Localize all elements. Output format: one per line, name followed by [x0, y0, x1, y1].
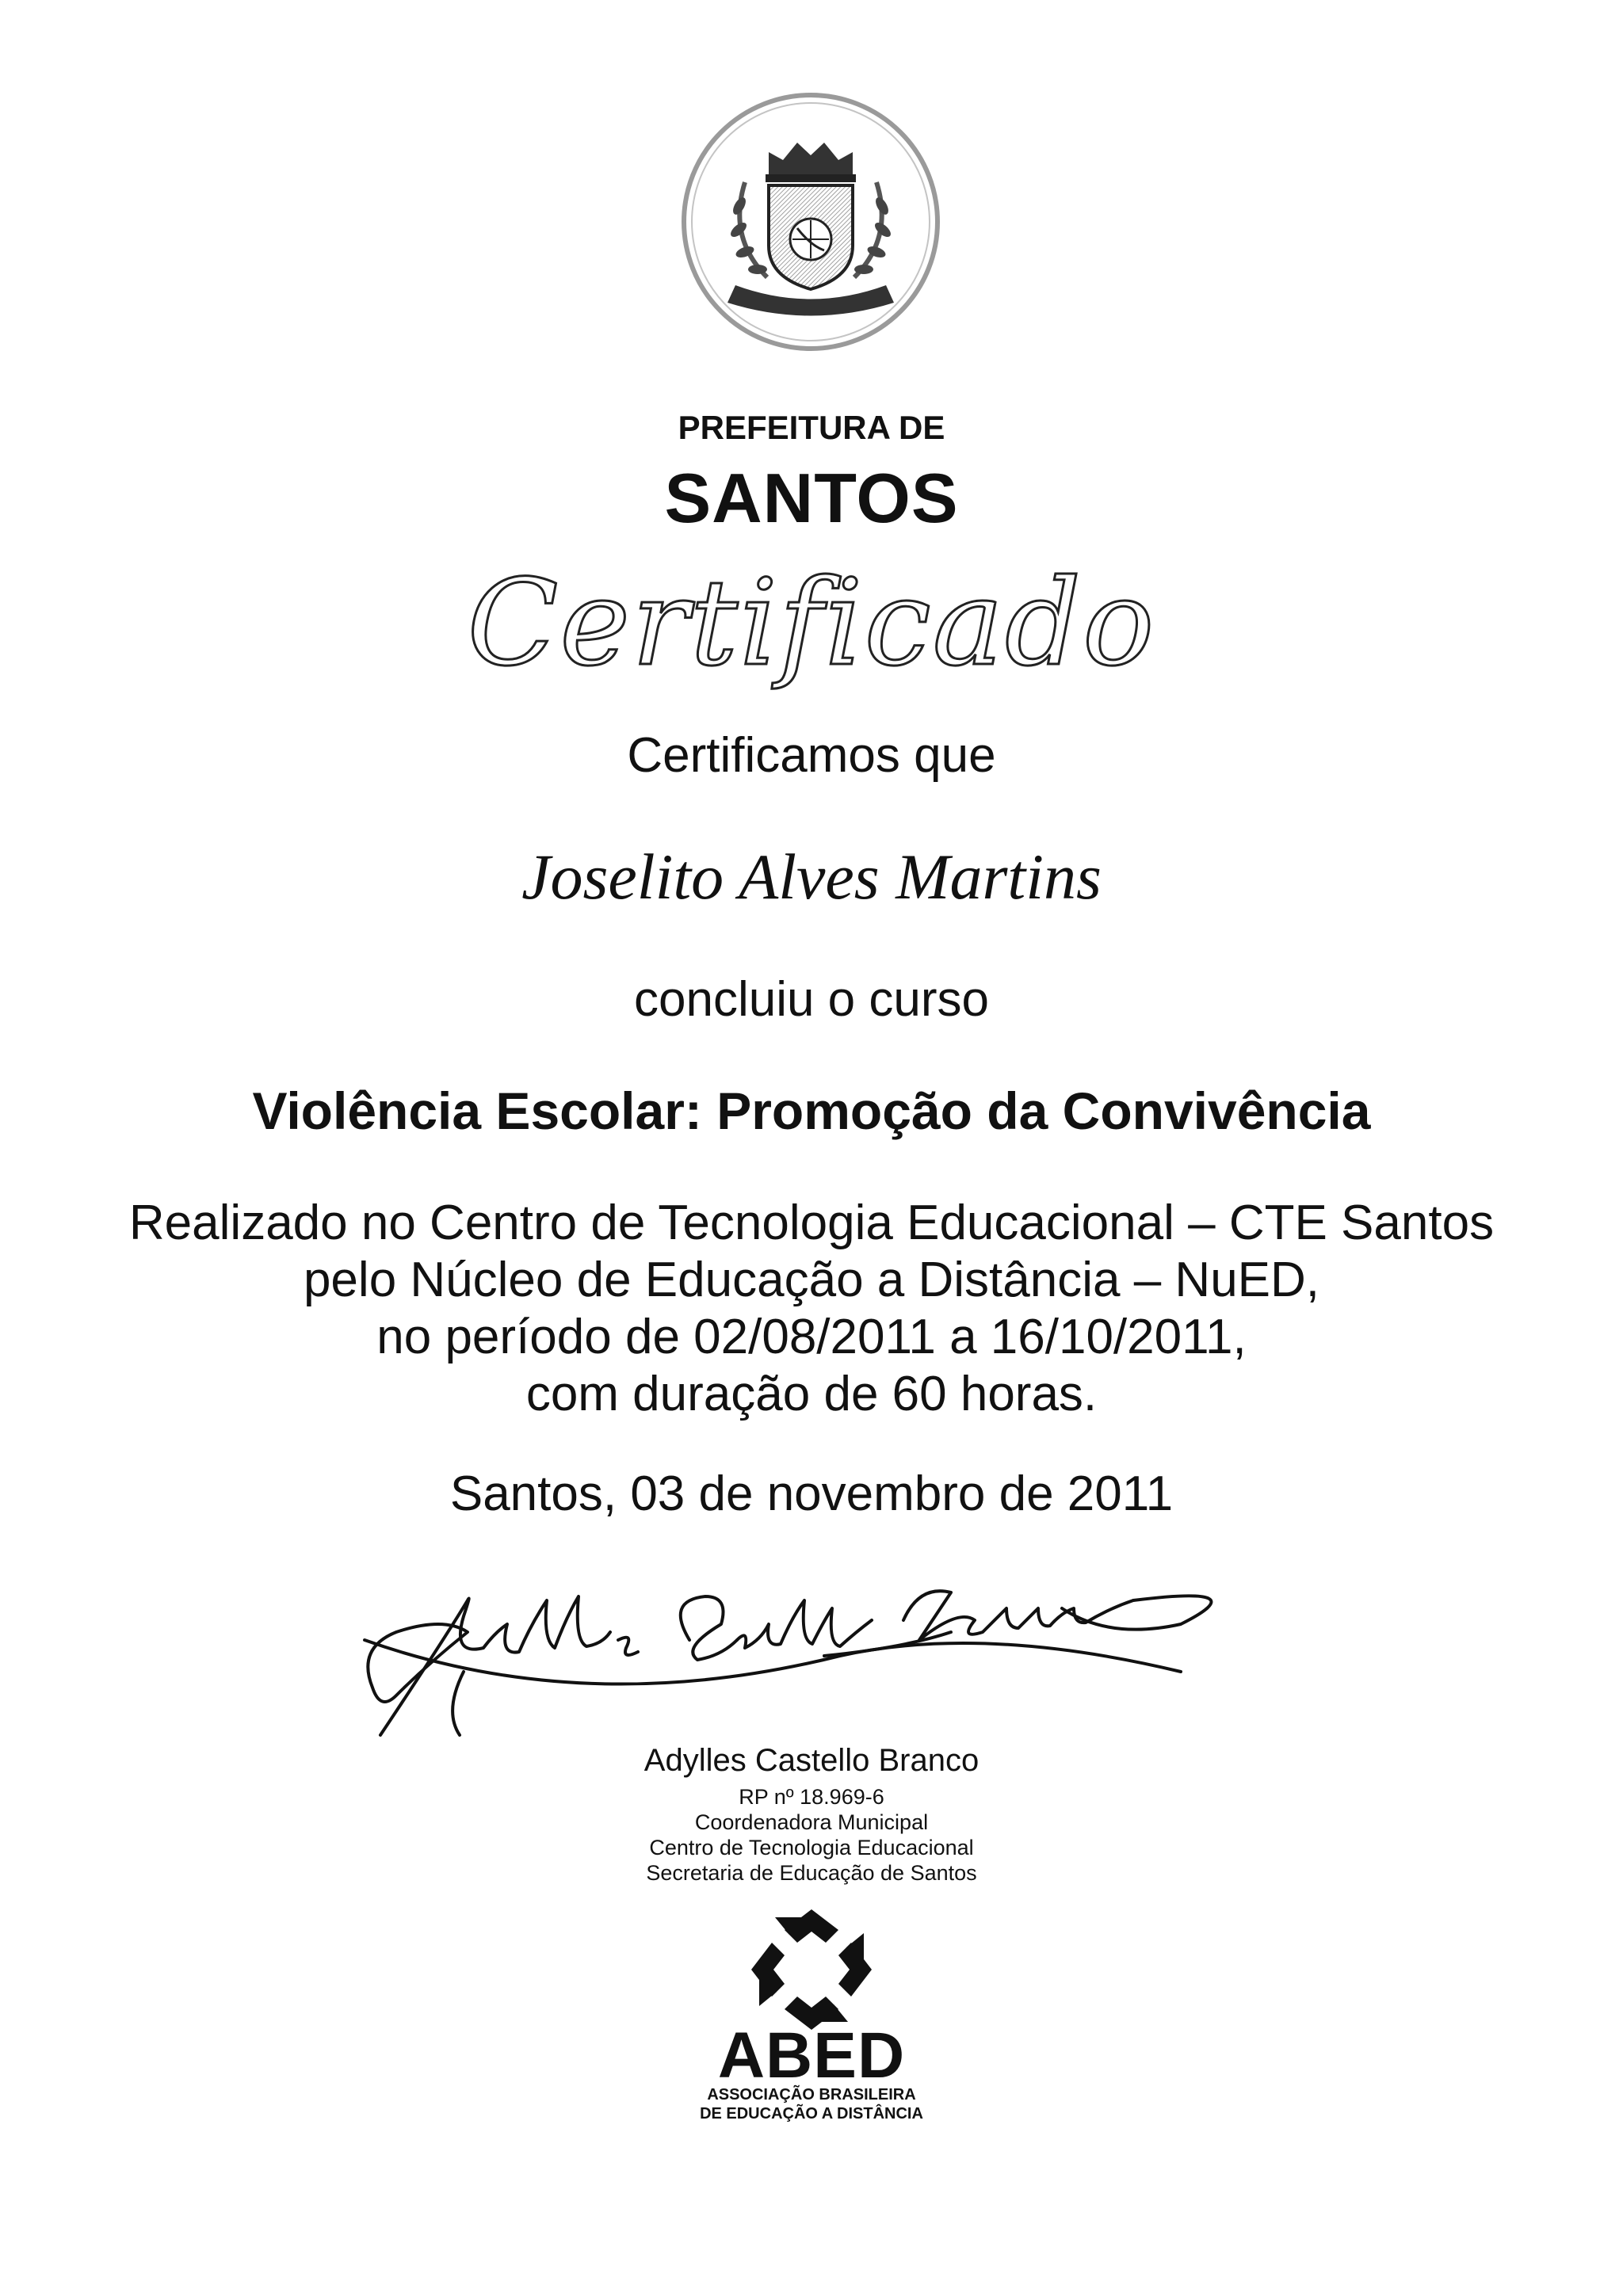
completion-text: concluiu o curso	[633, 972, 990, 1027]
signer-info-line: Coordenadora Municipal	[694, 1810, 929, 1834]
details-line: com duração de 60 horas.	[525, 1367, 1098, 1421]
abed-subtitle-line: DE EDUCAÇÃO A DISTÂNCIA	[700, 2105, 923, 2122]
abed-name: ABED	[717, 2019, 906, 2092]
header-city-name: SANTOS	[664, 459, 959, 537]
details-line: Realizado no Centro de Tecnologia Educacional – CTE Santos	[128, 1196, 1495, 1250]
details-line: pelo Núcleo de Educação a Distância – NuED,	[303, 1253, 1320, 1307]
abed-logo-icon	[743, 1901, 880, 2038]
signer-info	[0, 1784, 1623, 1886]
abed-subtitle	[0, 2085, 1623, 2123]
abed-subtitle-line: ASSOCIAÇÃO BRASILEIRA	[707, 2086, 916, 2103]
issue-date: Santos, 03 de novembro de 2011	[449, 1466, 1174, 1521]
city-seal-icon	[680, 87, 941, 357]
handwritten-signature-icon	[349, 1553, 1276, 1743]
signer-name: Adylles Castello Branco	[643, 1743, 980, 1778]
details-line: no período de 02/08/2011 a 16/10/2011,	[376, 1310, 1247, 1364]
course-name: Violência Escolar: Promoção da Convivência	[252, 1081, 1371, 1140]
certificate-title: Certificado	[467, 555, 1156, 692]
header-prefeitura-label: PREFEITURA DE	[678, 409, 945, 446]
course-details	[0, 1195, 1623, 1423]
signer-info-line: Secretaria de Educação de Santos	[646, 1861, 977, 1885]
intro-text: Certificamos que	[627, 728, 996, 783]
signer-info-line: RP nº 18.969-6	[739, 1785, 884, 1809]
recipient-name: Joselito Alves Martins	[521, 841, 1102, 913]
signer-info-line: Centro de Tecnologia Educacional	[649, 1836, 974, 1859]
